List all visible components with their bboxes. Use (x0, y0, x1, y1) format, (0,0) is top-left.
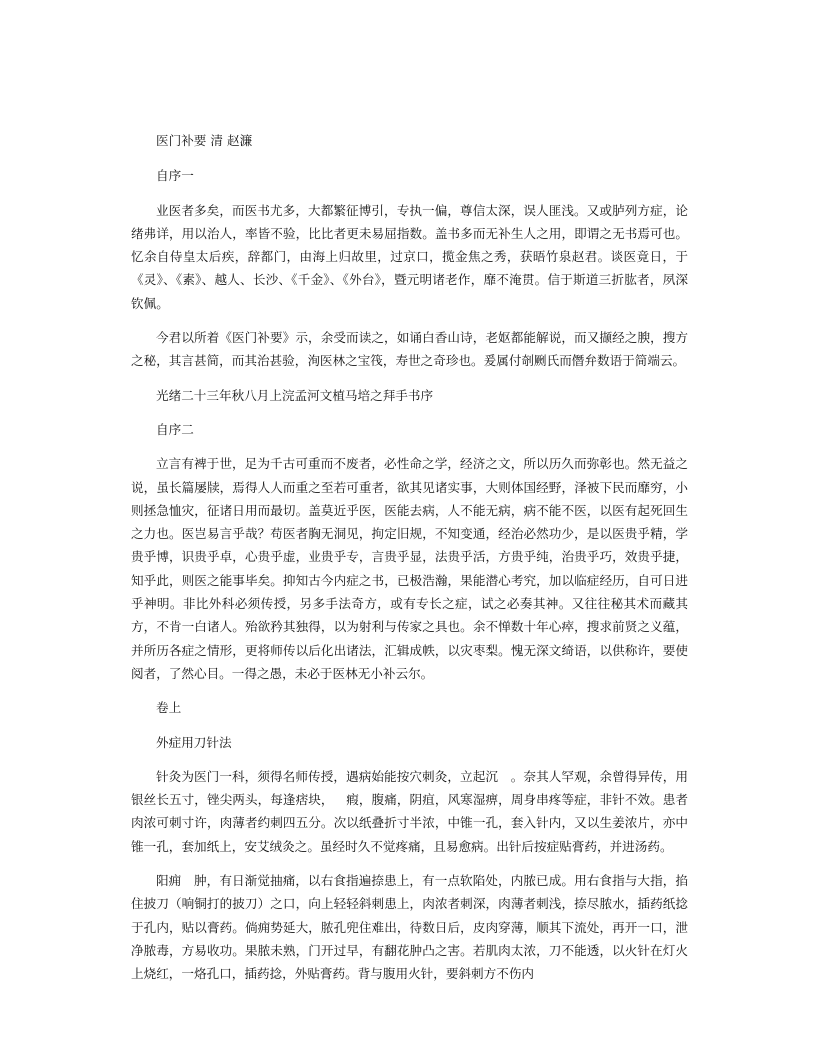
knife-needle-segment-1: 针灸为医门一科，须得名师传授，遇病始能按穴刺灸，立起沉 (156, 768, 499, 784)
knife-needle-paragraph-1 (131, 765, 688, 858)
knife-needle-segment-3: 瘕，腹痛，阴疽，风寒湿痹，周身串疼等症，非针不效。患者肉浓可刺寸许，肉薄者约刺四五分。次以纸叠折寸半浓，中锥一孔，套入针内，又以生姜浓片，亦中锥一孔，套加纸上，安艾绒灸之。虽经时久不觉疼痛，且易愈病。出针后按症贴膏药，并进汤药。 (131, 792, 689, 854)
preface-one-paragraph-2: 今君以所着《医门补要》示，余受而读之，如诵白香山诗，老妪都能解说，而又撷经之腴，搜方之秘，其言甚简，而其治甚验，洵医林之宝筏，寿世之奇珍也。爰属付剞劂氏而僭弁数语于简端云。 (131, 330, 688, 369)
preface-one-heading: 自序一 (156, 168, 194, 184)
missing-glyph-icon (181, 884, 194, 885)
preface-one-paragraph-1: 业医者多矣，而医书尤多，大都繁征博引，专执一偏，尊信太深，误人匪浅。又或胪列方症，论绪弗详，用以治人，率皆不验，比比者更未易屈指数。盖书多而无补生人之用，即谓之无书焉可也。忆余自侍皇太后疾，辞都门，由海上归故里，过京口，揽金焦之秀，获晤竹泉赵君。谈医竟日，于《灵》、《素》、越人、长沙、《千金》、《外台》，暨元明诸老作，靡不淹贯。信于斯道三折肱者，夙深钦佩。 (131, 202, 688, 311)
preface-two-paragraph-1: 立言有裨于世，足为千古可重而不废者，必性命之学，经济之文，所以历久而弥彰也。然无益之说，虽长篇屡牍，焉得人人而重之至若可重者，欲其见诸实事，大则体国经野，泽被下民而靡穷，小则拯急恤灾，征诸日用而最切。盖莫近乎医，医能去病，人不能无病，病不能不医，以医有起死回生之力也。医岂易言乎哉？苟医者胸无洞见，拘定旧规，不知变通，经治必然功少，是以医贵乎精，学贵乎博，识贵乎卓，心贵乎虚，业贵乎专，言贵乎显，法贵乎活，方贵乎纯，治贵乎巧，效贵乎捷，知乎此，则医之能事毕矣。抑知古今内症之书，已极浩瀚，果能潜心考究，加以临症经历，自可日进乎神明。非比外科必须传授，另多手法奇方，或有专长之症，试之必奏其神。又往往秘其术而藏其方，不肯一白诸人。殆欲矜其独得，以为射利与传家之具也。余不惮数十年心瘁，搜求前贤之义蕴，并所历各症之情形，更将师传以后化出诸法，汇辑成帙，以灾枣梨。愧无深文绮语，以供称许，要使阅者，了然心目。一得之愚，未必于医林无小补云尔。 (131, 456, 688, 681)
yang-abscess-body: 肿，有日渐觉抽痛，以右食指遍捺患上，有一点软陷处，内脓已成。用右食指与大指，掐住披刀（响铜打的披刀）之口，向上轻轻斜刺患上，肉浓者刺深，肉薄者刺浅，捺尽脓水，插药纸捻于孔内，贴以膏药。倘痈势延大，脓孔兜住难出，待数日后，皮肉穿薄，顺其下流处，再开一口，泄净脓毒，方易收功。果脓未熟，门开过早，有翻花肿凸之害。若肌肉太浓，刀不能透，以火针在灯火上烧红，一烙孔口，插药捻，外贴膏药。背与腹用火针，要斜刺方不伤内 (131, 873, 689, 982)
text-column (131, 129, 688, 986)
preface-two-heading: 自序二 (156, 421, 194, 437)
volume-heading: 卷上 (156, 700, 182, 716)
preface-one-signature: 光绪二十三年秋八月上浣孟河文植马培之拜手书序 (156, 387, 434, 403)
knife-needle-segment-2: 。奈其人罕观，余曾得异传，用银丝长五寸，锉尖两头，每逢痞块， (131, 768, 689, 808)
yang-abscess-paragraph (131, 869, 688, 985)
document-title: 医门补要 清 赵濂 (156, 133, 253, 148)
section-heading-knife-needle: 外症用刀针法 (156, 734, 232, 750)
yang-abscess-term: 阳痈 (156, 873, 182, 889)
missing-glyph-icon (334, 803, 347, 804)
missing-glyph-icon (498, 780, 511, 781)
